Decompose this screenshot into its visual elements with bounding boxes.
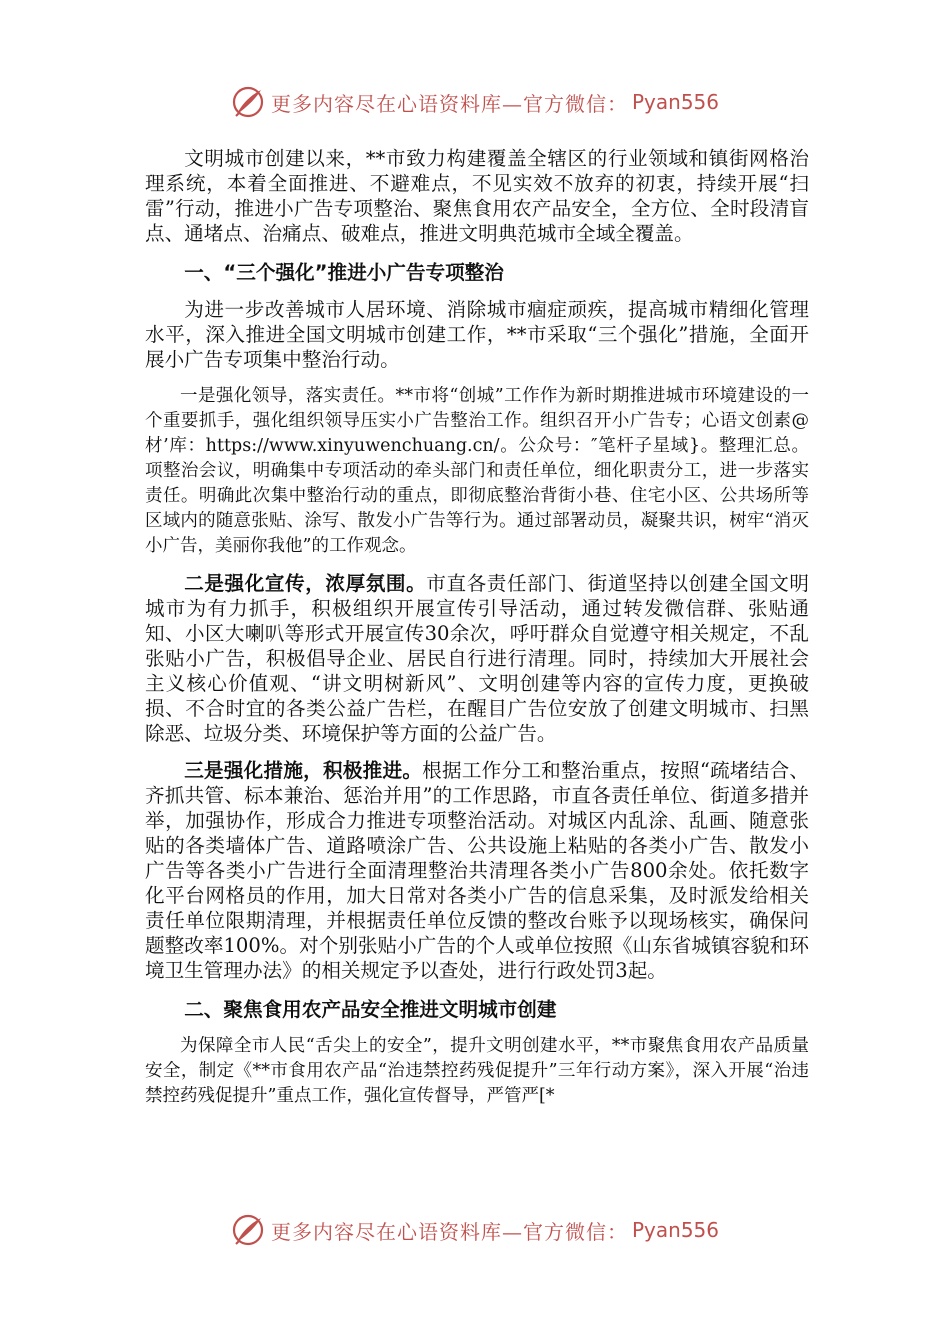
paragraph-5: 为保障全市人民“舌尖上的安全”，提升文明创建水平，**市聚焦食用农产品质量安全，制定《**市食用农产品“治违禁控药残促提升”三年行动方案》，深入开展“治违禁控药残促提升”重点工作，强化宣传督导，严管严[* [145,1036,809,1106]
header-banner [0,82,950,122]
paragraph-3-lead: 二是强化宣传，浓厚氛围。 [184,572,427,595]
section-heading-2: 二、聚焦食用农产品安全推进文明城市创建 [184,998,557,1021]
paragraph-2: 一是强化领导，落实责任。**市将“创城”工作作为新时期推进城市环境建设的一个重要抓手，强化组织领导压实小广告整治工作。组织召开小广告专；心语文创素@材’库：https://www.xinyuwenchuang.cn/。公众号：″笔杆子星域}。整理汇总。项整治会议，明确集中专项活动的牵头部门和责任单位，细化职责分工，进一步落实责任。明确此次集中整治行动的重点，即彻底整治背街小巷、住宅小区、公共场所等区域内的随意张贴、涂写、散发小广告等行为。通过部署动员，凝聚共识，树牢“消灭小广告，美丽你我他”的工作观念。 [145,386,809,556]
paragraph-3-text: 市直各责任部门、街道坚持以创建全国文明城市为有力抓手，积极组织开展宣传引导活动，通过转发微信群、张贴通知、小区大喇叭等形式开展宣传30余次，呼吁群众自觉遵守相关规定，不乱张贴小广告，积极倡导企业、居民自行进行清理。同时，持续加大开展社会主义核心价值观、“讲文明树新风”、文明创建等内容的宣传力度，更换破损、不合时宜的各类公益广告栏，在醒目广告位安放了创建文明城市、扫黑除恶、垃圾分类、环境保护等方面的公益广告。 [145,572,810,745]
footer-banner-wechat-id: Pyan556 [631,1218,719,1242]
document-body [145,146,809,1109]
paragraph-1: 为进一步改善城市人居环境、消除城市痼症顽疾，提高城市精细化管理水平，深入推进全国文明城市创建工作，**市采取“三个强化”措施，全面开展小广告专项集中整治行动。 [145,298,809,371]
paragraph-4-text: 根据工作分工和整治重点，按照“疏堵结合、齐抓共管、标本兼治、惩治并用”的工作思路，市直各责任单位、街道多措并举，加强协作，形成合力推进专项整治活动。对城区内乱涂、乱画、随意张贴的各类墙体广告、道路喷涂广告、公共设施上粘贴的各类小广告、散发小广告等各类小广告进行全面清理整治共清理各类小广告800余处。依托数字化平台网格员的作用，加大日常对各类小广告的信息采集，及时派发给相关责任单位限期清理，并根据责任单位反馈的整改台账予以现场核实，确保问题整改率100%。对个别张贴小广告的个人或单位按照《山东省城镇容貌和环境卫生管理办法》的相关规定予以查处，进行行政处罚3起。 [145,759,809,982]
intro-paragraph: 文明城市创建以来，**市致力构建覆盖全辖区的行业领域和镇街网格治理系统，本着全面推进、不避难点，不见实效不放弃的初衷，持续开展“扫雷”行动，推进小广告专项整治、聚焦食用农产品安全，全方位、全时段清盲点、通堵点、治痛点、破难点，推进文明典范城市全域全覆盖。 [145,147,809,245]
banner-text: 更多内容尽在心语资料库—官方微信： [270,91,628,116]
footer-banner [0,1210,950,1250]
paragraph-3 [145,571,809,746]
paragraph-4 [145,758,809,983]
quill-logo-icon [231,85,265,119]
paragraph-4-lead: 三是强化措施，积极推进。 [184,759,423,782]
banner-wechat-id: Pyan556 [631,90,719,114]
footer-banner-text: 更多内容尽在心语资料库—官方微信： [270,1219,628,1244]
section-heading-1: 一、“三个强化”推进小广告专项整治 [184,261,504,284]
quill-logo-icon [231,1213,265,1247]
